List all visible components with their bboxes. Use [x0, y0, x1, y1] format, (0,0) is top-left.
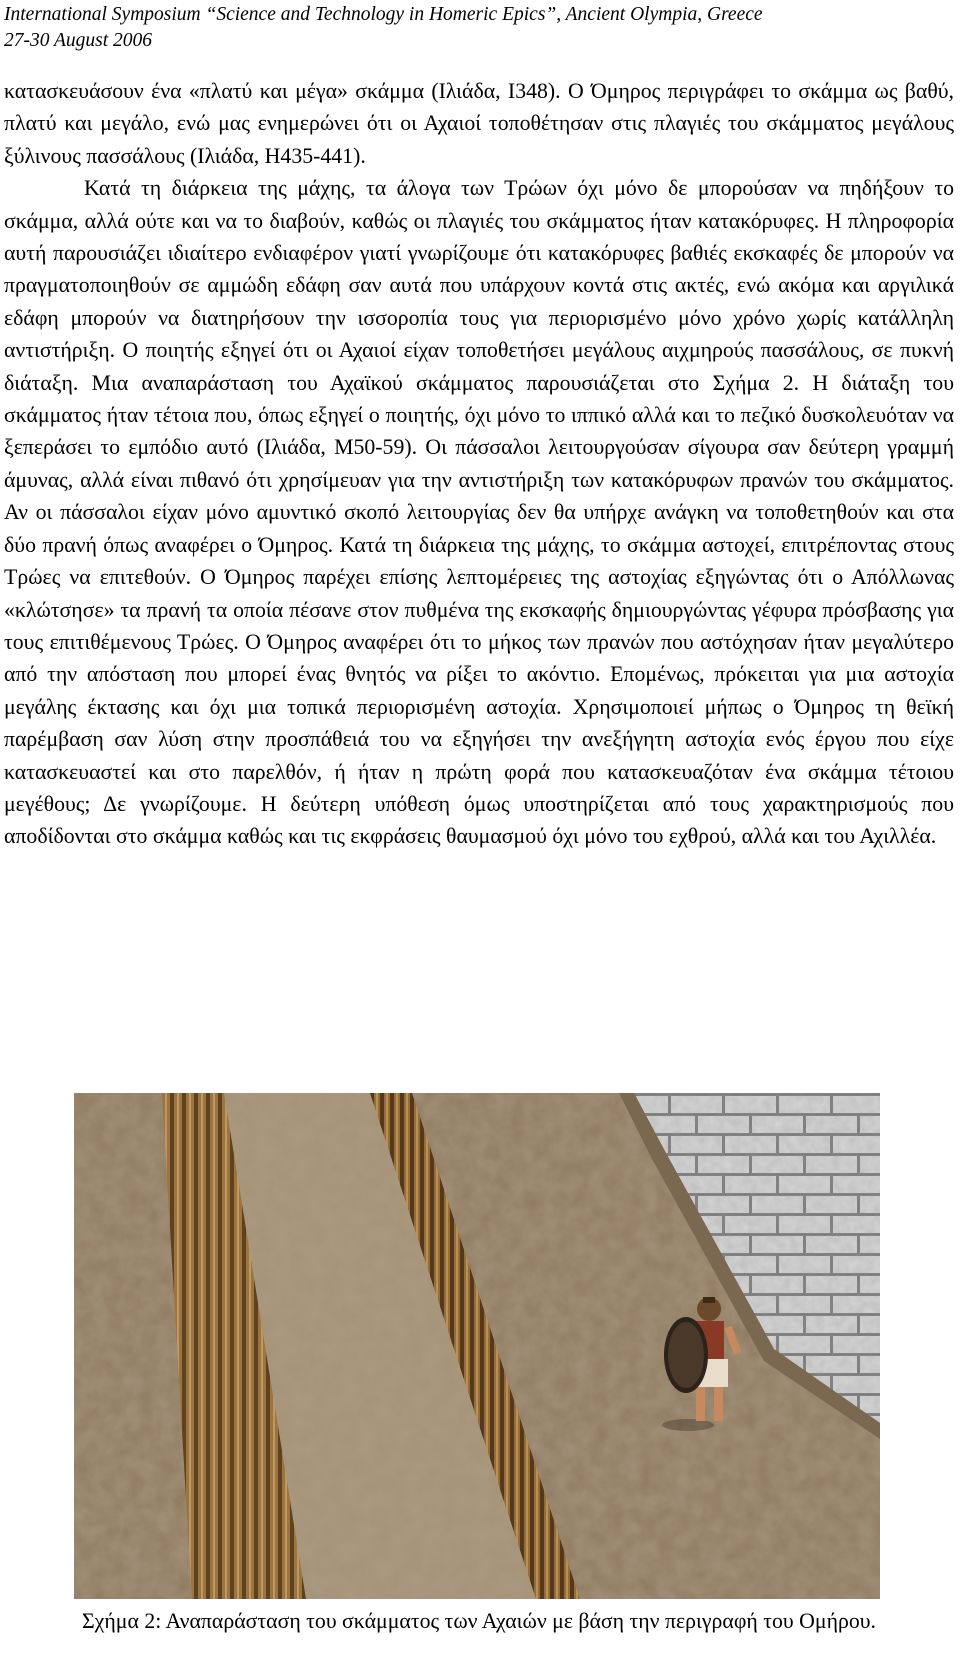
ditch-illustration — [74, 1093, 880, 1599]
body-text — [4, 75, 954, 853]
paragraph-2: Κατά τη διάρκεια της μάχης, τα άλογα των Τρώων όχι μόνο δε μπορούσαν να πηδήξουν το σκάμμα, αλλά ούτε και να το διαβούν, καθώς οι πλαγιές του σκάμματος ήταν κατακόρυφες. Η πληροφορία αυτή παρουσιάζει ιδιαίτερο ενδιαφέρον γιατί γνωρίζουμε ότι κατακόρυφες βαθιές εκσκαφές δε μπορούν να πραγματοποιηθούν σε αμμώδη εδάφη σαν αυτά που υπάρχουν κοντά στις ακτές, ενώ ακόμα και αργιλικά εδάφη μπορούν να διατηρήσουν την ισσοροπία τους για περιορισμένο μόνο χρόνο χωρίς κατάλληλη αντιστήριξη. Ο ποιητής εξηγεί ότι οι Αχαιοί είχαν τοποθετήσει μεγάλους αιχμηρούς πασσάλους, σε πυκνή διάταξη. Μια αναπαράσταση του Αχαϊκού σκάμματος παρουσιάζεται στο Σχήμα 2. Η διάταξη του σκάμματος ήταν τέτοια που, όπως εξηγεί ο ποιητής, όχι μόνο το ιππικό αλλά και το πεζικό δυσκολευόταν να ξεπεράσει το εμπόδιο αυτό (Ιλιάδα, Μ50-59). Οι πάσσαλοι λειτουργούσαν σίγουρα σαν δεύτερη γραμμή άμυνας, αλλά είναι πιθανό ότι χρησίμευαν για την αντιστήριξη των κατακόρυφων πρανών του σκάμματος. Αν οι πάσσαλοι είχαν μόνο αμυντικό σκοπό λειτουργίας δεν θα υπήρχε ανάγκη να τοποθετηθούν και στα δύο πρανή όπως αναφέρει ο Όμηρος. Κατά τη διάρκεια της μάχης, το σκάμμα αστοχεί, επιτρέποντας στους Τρώες να επιτεθούν. Ο Όμηρος παρέχει επίσης λεπτομέρειες της αστοχίας εξηγώντας ότι ο Απόλλωνας «κλώτσησε» τα πρανή τα οποία πέσανε στον πυθμένα της εκσκαφής δημιουργώντας γέφυρα πρόσβασης για τους επιτιθέμενους Τρώες. Ο Όμηρος αναφέρει ότι το μήκος των πρανών που αστόχησαν ήταν μεγαλύτερο από την απόσταση που μπορεί ένας θνητός να ρίξει το ακόντιο. Επομένως, πρόκειται για μια αστοχία μεγάλης έκτασης και όχι μια τοπικά περιορισμένη αστοχία. Χρησιμοποιεί μήπως ο Όμηρος τη θεϊκή παρέμβαση σαν λύση στην προσπάθειά του να εξηγήσει την ανεξήγητη αστοχία ενός έργου που είχε κατασκευαστεί και στο παρελθόν, ή ήταν η πρώτη φορά που κατασκευαζόταν ένα σκάμμα τέτοιου μεγέθους; Δε γνωρίζουμε. Η δεύτερη υπόθεση όμως υποστηρίζεται από τους χαρακτηρισμούς που αποδίδονται στο σκάμμα καθώς και τις εκφράσεις θαυμασμού όχι μόνο του εχθρού, αλλά και του Αχιλλέα. — [4, 176, 954, 849]
paragraph-1: κατασκευάσουν ένα «πλατύ και μέγα» σκάμμα (Ιλιάδα, Ι348). Ο Όμηρος περιγράφει το σκάμμα ως βαθύ, πλατύ και μεγάλο, ενώ μας ενημερώνει ότι οι Αχαιοί τοποθέτησαν στις πλαγιές του σκάμματος μεγάλους ξύλινους πασσάλους (Ιλιάδα, Η435-441). — [4, 79, 954, 168]
figure-caption: Σχήμα 2: Αναπαράσταση του σκάμματος των Αχαιών με βάση την περιγραφή του Ομήρου. — [82, 1609, 876, 1633]
header-symposium-title: International Symposium “Science and Technology in Homeric Epics”, Ancient Olympia, Greece — [4, 4, 763, 25]
figure-ditch-reconstruction — [74, 1093, 880, 1599]
page-header — [4, 2, 954, 54]
header-date: 27-30 August 2006 — [4, 30, 153, 51]
